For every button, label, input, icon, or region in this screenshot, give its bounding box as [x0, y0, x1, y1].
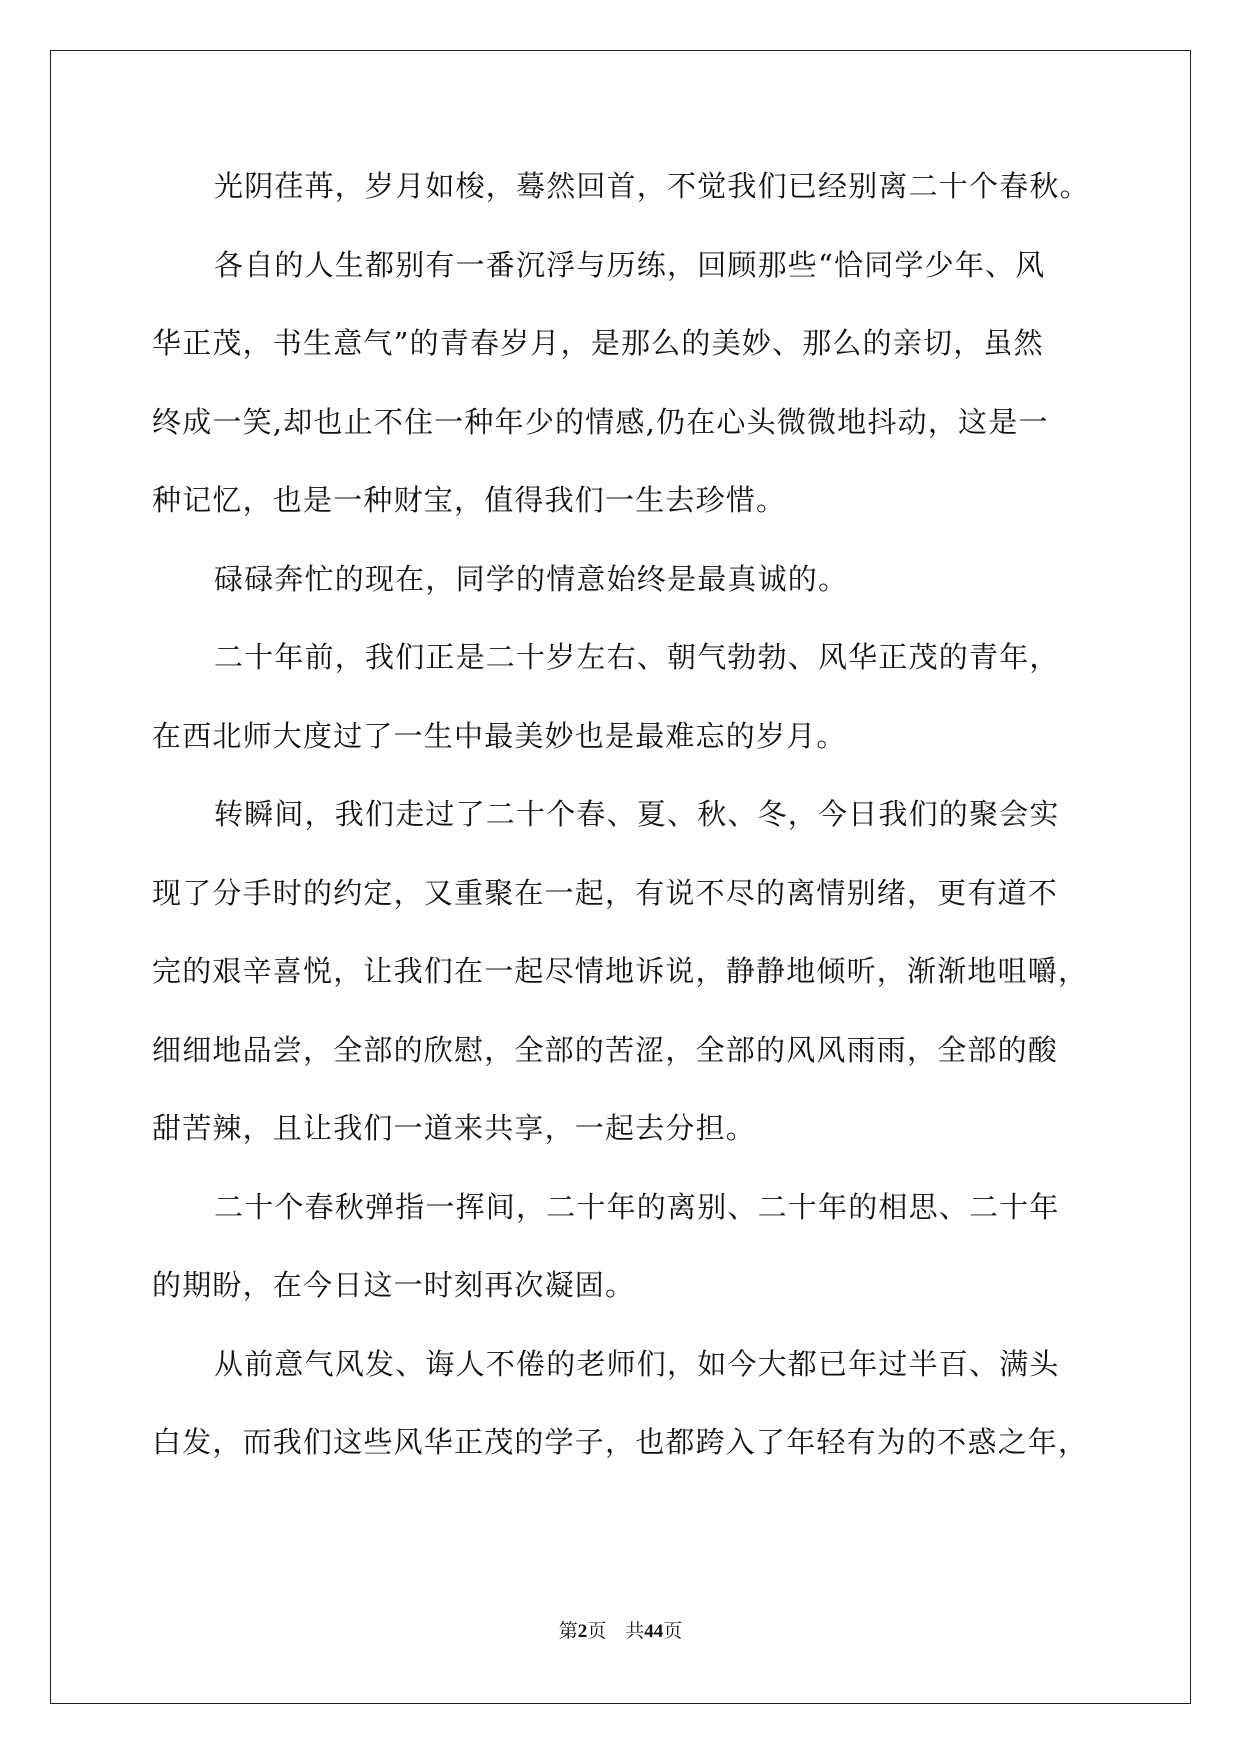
page-footer	[0, 1616, 1241, 1643]
text-line: 种记忆，也是一种财宝，值得我们一生去珍惜。	[152, 483, 787, 517]
text-line: 在西北师大度过了一生中最美妙也是最难忘的岁月。	[152, 718, 847, 753]
text-line: 的期盼，在今日这一时刻再次凝固。	[152, 1268, 636, 1302]
footer-page-suffix: 页	[587, 1621, 607, 1642]
text-line: 终成一笑,却也止不住一种年少的情感,仍在心头微微地抖动，这是一	[152, 404, 1049, 439]
text-line: 各自的人生都别有一番沉浮与历练，回顾那些“恰同学少年、风	[214, 247, 1046, 282]
document-body	[152, 165, 1092, 1500]
text-line: 白发，而我们这些风华正茂的学子，也都跨入了年轻有为的不惑之年，	[152, 1425, 1089, 1459]
text-line: 现了分手时的约定，又重聚在一起，有说不尽的离情别绪，更有道不	[152, 875, 1059, 910]
text-line: 甜苦辣，且让我们一道来共享，一起去分担。	[152, 1111, 757, 1145]
text-line: 细细地品尝，全部的欣慰，全部的苦涩，全部的风风雨雨，全部的酸	[152, 1032, 1059, 1067]
text-line: 二十个春秋弹指一挥间，二十年的离别、二十年的相思、二十年	[214, 1189, 1060, 1224]
text-line: 转瞬间，我们走过了二十个春、夏、秋、冬，今日我们的聚会实	[214, 797, 1060, 831]
footer-total-pages: 44	[644, 1621, 664, 1642]
footer-total-suffix: 页	[663, 1621, 683, 1642]
text-line: 完的艰辛喜悦，让我们在一起尽情地诉说，静静地倾听，渐渐地咀嚼，	[152, 954, 1089, 988]
footer-total-prefix: 共	[625, 1621, 645, 1642]
text-line: 二十年前，我们正是二十岁左右、朝气勃勃、风华正茂的青年，	[214, 640, 1060, 674]
text-line: 碌碌奔忙的现在，同学的情意始终是最真诚的。	[214, 561, 849, 596]
footer-prefix: 第	[558, 1621, 578, 1642]
text-line: 从前意气风发、诲人不倦的老师们，如今大都已年过半百、满头	[214, 1346, 1060, 1381]
text-line: 光阴荏苒，岁月如梭，蓦然回首，不觉我们已经别离二十个春秋。	[214, 169, 1090, 203]
text-line: 华正茂，书生意气”的青春岁月，是那么的美妙、那么的亲切，虽然	[152, 326, 1044, 360]
footer-page-number: 2	[577, 1621, 588, 1642]
